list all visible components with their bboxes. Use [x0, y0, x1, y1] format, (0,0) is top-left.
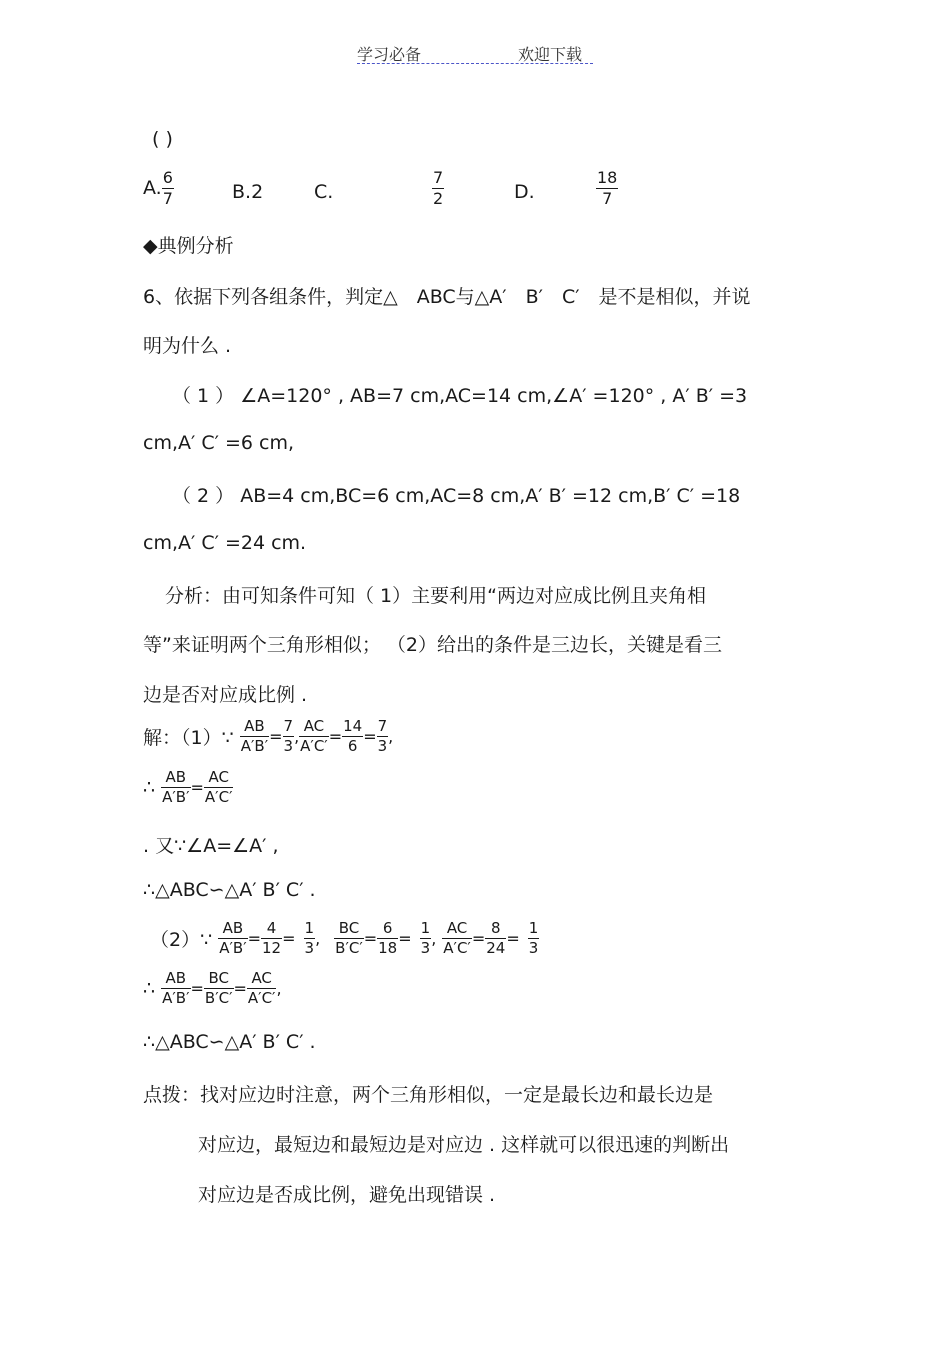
hint-line-2: 对应边，最短边和最短边是对应边 . 这样就可以很迅速的判断出: [198, 1134, 730, 1156]
option-c-value: [432, 170, 444, 207]
fraction: $\frac{AC}{A'C'}$: [204, 768, 233, 806]
fraction: $\frac{AC}{A'C'}$: [247, 969, 276, 1007]
problem-line-2: 明为什么 .: [143, 335, 232, 357]
header-left: 学习必备: [357, 45, 422, 64]
fraction: $\frac{6}{18}$: [378, 919, 398, 957]
option-c-label: C.: [314, 181, 334, 203]
answer-blank: ( ): [152, 128, 173, 150]
fraction: $\frac{7}{3}$: [283, 717, 294, 755]
condition-1-line-1: （ 1 ） ∠A=120° , AB=7 cm,AC=14 cm,∠A′ =120° , A′ B′ =3: [172, 385, 748, 407]
hint-line-3: 对应边是否成比例，避免出现错误 .: [198, 1184, 496, 1206]
analysis-line-1: 分析：由可知条件可知（ 1）主要利用“两边对应成比例且夹角相: [165, 585, 706, 607]
fraction: $\frac{4}{12}$: [262, 919, 282, 957]
fraction: $\frac{18}{7}$: [597, 168, 618, 208]
fraction: $\frac{1}{3}$: [304, 919, 315, 957]
solution-1-angle: . 又∵∠A=∠A′ ,: [143, 835, 279, 857]
option-b: B.2: [232, 181, 264, 203]
fraction: $\frac{14}{6}$: [343, 717, 363, 755]
fraction: $\frac{AB}{A'B'}$: [162, 969, 190, 1007]
fraction: $\frac{BC}{B'C'}$: [204, 969, 233, 1007]
header-underline: [357, 63, 593, 64]
fraction: $\frac{AB}{A'B'}$: [240, 717, 269, 755]
fraction: $\frac{7}{2}$: [433, 168, 444, 208]
solution-2-therefore: ∴ $\frac{AB}{A'B'}$ = $\frac{BC}{B'C'}$ = $\frac{AC}{A'C'}$ ,: [143, 969, 282, 1007]
option-a: A. $\frac{6}{7}$: [143, 168, 173, 208]
analysis-line-3: 边是否对应成比例 .: [143, 684, 308, 706]
option-d-value: [596, 170, 618, 207]
analysis-line-2: 等”来证明两个三角形相似； （2）给出的条件是三边长，关键是看三: [143, 634, 722, 656]
fraction: $\frac{AB}{A'B'}$: [162, 768, 190, 806]
solution-2-ratios: （2）∵ $\frac{AB}{A'B'}$ = $\frac{4}{12}$ = $\frac{1}{3}$ , $\frac{BC}{B'C'}$ = $\frac{6}{18}$ = $\frac{1}{3}$ , $\frac{AC}{A'C'}$ = $\frac{8}{24}$ = $\frac{1}{3}$: [150, 919, 539, 957]
section-title: ◆典例分析: [143, 235, 234, 257]
solution-1-conclusion: ∴△ABC∽△A′ B′ C′ .: [143, 879, 316, 901]
header-right: 欢迎下载: [518, 45, 583, 64]
fraction: $\frac{AC}{A'C'}$: [300, 717, 328, 755]
fraction: $\frac{AC}{A'C'}$: [443, 919, 471, 957]
condition-2-line-1: （ 2 ） AB=4 cm,BC=6 cm,AC=8 cm,A′ B′ =12 cm,B′ C′ =18: [172, 485, 741, 507]
fraction: $\frac{7}{3}$: [377, 717, 388, 755]
condition-2-line-2: cm,A′ C′ =24 cm.: [143, 532, 307, 554]
fraction: $\frac{1}{3}$: [420, 919, 431, 957]
solution-1-therefore: ∴ $\frac{AB}{A'B'}$ = $\frac{AC}{A'C'}$: [143, 768, 233, 806]
fraction: $\frac{BC}{B'C'}$: [335, 919, 363, 957]
fraction: $\frac{6}{7}$: [162, 168, 173, 208]
solution-1-ratios: 解：（1）∵ $\frac{AB}{A'B'}$ = $\frac{7}{3}$ , $\frac{AC}{A'C'}$ = $\frac{14}{6}$ = $\frac{7}{3}$ ,: [143, 717, 394, 755]
fraction: $\frac{8}{24}$: [486, 919, 506, 957]
solution-2-conclusion: ∴△ABC∽△A′ B′ C′ .: [143, 1031, 316, 1053]
problem-line-1: 6、依据下列各组条件，判定△ ABC与△A′ B′ C′ 是不是相似，并说: [143, 286, 751, 308]
option-d-label: D.: [514, 181, 535, 203]
hint-line-1: 点拨：找对应边时注意，两个三角形相似，一定是最长边和最长边是: [143, 1084, 714, 1106]
fraction: $\frac{1}{3}$: [528, 919, 539, 957]
condition-1-line-2: cm,A′ C′ =6 cm,: [143, 432, 295, 454]
fraction: $\frac{AB}{A'B'}$: [219, 919, 247, 957]
